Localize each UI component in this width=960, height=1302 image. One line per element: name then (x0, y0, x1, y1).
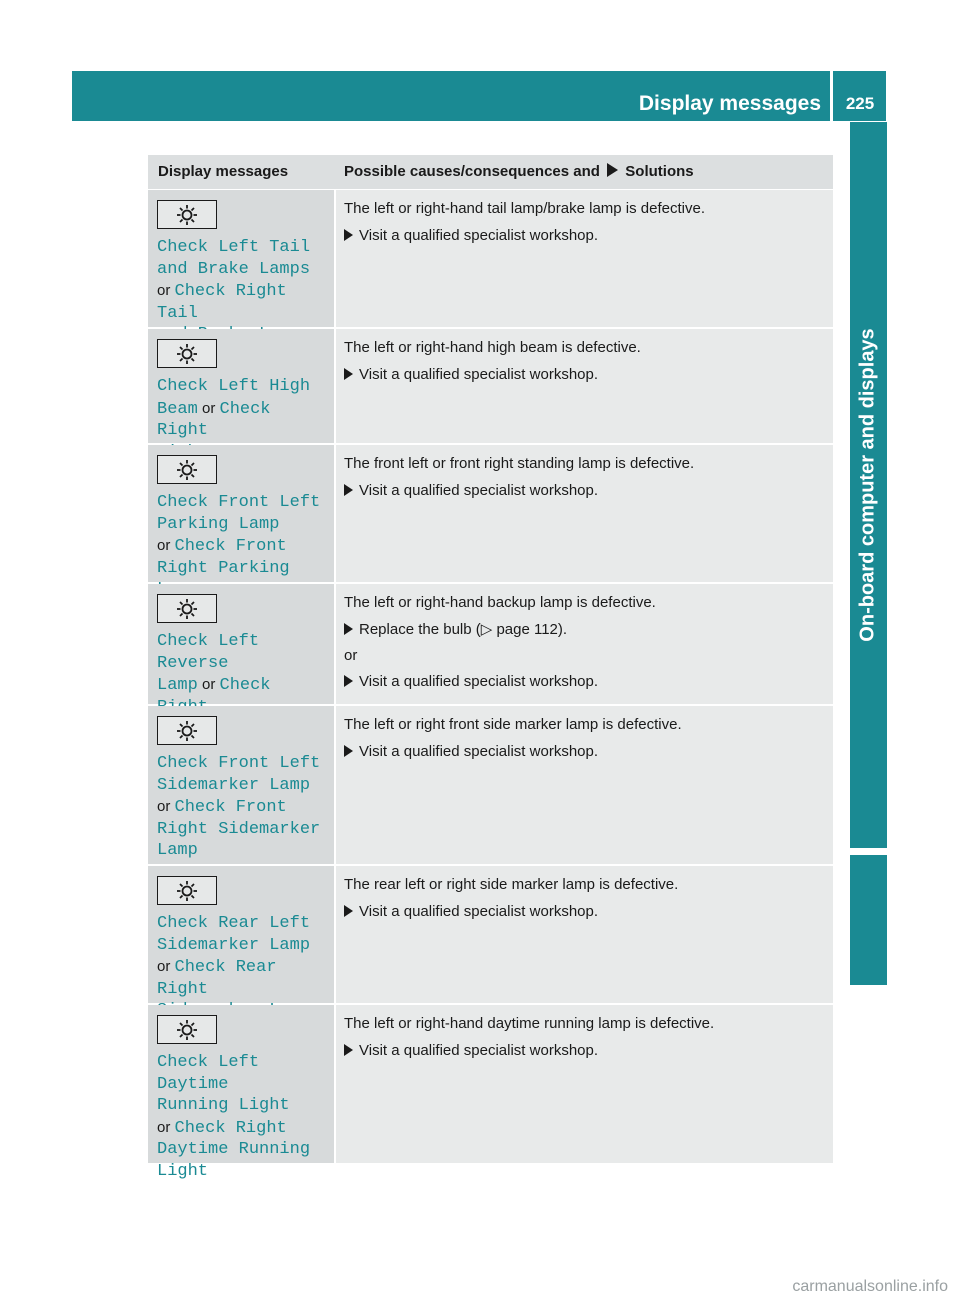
solution-step (344, 226, 825, 246)
or-text: or (197, 399, 220, 417)
display-message-cell (148, 445, 336, 582)
message-line (157, 1117, 326, 1140)
or-text: or (157, 537, 175, 554)
lamp-icon-box (157, 200, 217, 229)
lamp-icon (174, 598, 200, 620)
solution-cell (336, 866, 833, 1003)
table-row (148, 584, 833, 706)
lamp-icon (174, 204, 200, 226)
lamp-icon-box (157, 339, 217, 368)
message-line (157, 1139, 326, 1161)
solution-step (344, 620, 825, 640)
message-line (157, 913, 326, 935)
solution-cell (336, 1005, 833, 1163)
solution-text: Visit a qualified specialist workshop. (359, 1042, 599, 1059)
lamp-icon (174, 1019, 200, 1041)
triangle-arrow-icon (344, 623, 353, 635)
table-row (148, 329, 833, 445)
or-text: or (344, 647, 358, 664)
or-text: or (157, 798, 175, 815)
watermark: carmanualsonline.info (792, 1278, 948, 1295)
solution-step (344, 481, 825, 501)
message-text: Check Right (174, 1118, 287, 1138)
solution-text: Visit a qualified specialist workshop. (359, 482, 599, 499)
display-message-cell (148, 866, 336, 1003)
cause-text: The left or right-hand high beam is defective. (344, 339, 641, 356)
solution-text: Visit a qualified specialist workshop. (359, 227, 599, 244)
header-bar (72, 71, 886, 121)
solution-text: Visit a qualified specialist workshop. (359, 366, 599, 383)
or-text: or (197, 676, 220, 693)
message-line (157, 1052, 326, 1095)
table-row (148, 445, 833, 584)
triangle-arrow-icon (344, 368, 353, 380)
lamp-icon (174, 343, 200, 365)
lamp-icon (174, 880, 200, 902)
chapter-tab (850, 122, 887, 848)
message-text: Check Right Tail (157, 282, 287, 323)
cause-text: The left or right front side marker lamp is defective. (344, 716, 682, 733)
message-text: Check Left Reverse (157, 632, 260, 673)
table-body (148, 190, 833, 1181)
chapter-marker (850, 855, 887, 985)
message-text: Check Front Left (157, 754, 321, 773)
message-text: Check Left Daytime (157, 1053, 260, 1094)
message-text: Running Light (157, 1096, 290, 1115)
cause-text: The left or right-hand daytime running lamp is defective. (344, 1015, 715, 1032)
or-text: or (157, 1118, 175, 1136)
message-line (157, 956, 326, 1000)
solution-cell (336, 445, 833, 582)
message-text: Check Rear Left (157, 914, 311, 933)
column-header-display-messages: Display messages (158, 163, 289, 180)
display-message-cell (148, 1005, 336, 1181)
message-text: Check Front (174, 798, 287, 817)
triangle-arrow-icon (344, 905, 353, 917)
solution-cell (336, 190, 833, 327)
lamp-icon-box (157, 716, 217, 745)
message-line (157, 840, 326, 862)
display-message-cell (148, 584, 336, 704)
or-text: or (157, 958, 175, 975)
triangle-arrow-icon (344, 745, 353, 757)
message-line (157, 631, 326, 674)
triangle-arrow-icon (344, 229, 353, 241)
message-text: Check Front (174, 537, 287, 556)
solution-step (344, 902, 825, 922)
cause-text: The front left or front right standing lamp is defective. (344, 455, 695, 472)
message-line (157, 796, 326, 819)
message-text: Check (219, 676, 271, 695)
lamp-icon-box (157, 1015, 217, 1044)
message-line (157, 376, 326, 398)
message-text: Parking Lamp (157, 514, 280, 534)
triangle-arrow-icon (344, 484, 353, 496)
triangle-arrow-icon (344, 675, 353, 687)
message-line (157, 237, 326, 259)
lamp-icon-box (157, 876, 217, 905)
solution-text: Visit a qualified specialist workshop. (359, 673, 599, 690)
message-text: Right Sidemarker (157, 819, 321, 839)
column-header-prefix: Possible causes/consequences and (344, 163, 600, 180)
chapter-tab-label: On-board computer and displays (856, 328, 879, 642)
table-row (148, 1005, 833, 1181)
message-line (157, 259, 326, 281)
triangle-arrow-icon (344, 1044, 353, 1056)
message-text: Check Rear Right (157, 958, 277, 999)
solution-step (344, 672, 825, 692)
message-line (157, 535, 326, 558)
message-line (157, 819, 326, 841)
message-text: Lamp (157, 676, 198, 695)
lamp-icon-box (157, 455, 217, 484)
message-text: Light (157, 1161, 209, 1181)
table-header (148, 155, 833, 190)
message-line (157, 775, 326, 797)
message-text: Check Left High (157, 377, 311, 396)
message-text: Daytime Running (157, 1140, 311, 1159)
message-line (157, 935, 326, 957)
message-text: Check Right (157, 399, 271, 440)
display-message-cell (148, 190, 336, 327)
or-text: or (157, 282, 175, 299)
page-number: 225 (845, 94, 875, 113)
message-line (157, 1161, 326, 1183)
message-text: Check Left Tail (157, 238, 311, 257)
column-header-solutions (336, 155, 833, 189)
solution-text: Replace the bulb (▷ page 112). (359, 621, 568, 638)
message-text: Sidemarker Lamp (157, 935, 311, 955)
message-line (157, 398, 326, 442)
triangle-arrow-icon (607, 163, 618, 177)
message-text: Check Front Left (157, 493, 321, 512)
solution-step (344, 365, 825, 385)
solution-text: Visit a qualified specialist workshop. (359, 903, 599, 920)
display-message-cell (148, 329, 336, 443)
display-messages-table (148, 155, 833, 1181)
message-line (157, 514, 326, 536)
page-title: Display messages (638, 92, 821, 115)
message-text: Beam (157, 399, 198, 419)
message-line (157, 492, 326, 514)
message-text: Right Parking (157, 558, 290, 578)
solution-cell (336, 706, 833, 864)
table-row (148, 866, 833, 1005)
cause-text: The rear left or right side marker lamp is defective. (344, 876, 679, 893)
solution-step (344, 1041, 825, 1061)
solution-text: Visit a qualified specialist workshop. (359, 743, 599, 760)
message-line (157, 1095, 326, 1117)
message-line (157, 280, 326, 324)
table-row (148, 190, 833, 329)
message-line (157, 753, 326, 775)
lamp-icon-box (157, 594, 217, 623)
message-text: Lamp (157, 841, 198, 860)
message-text: and Brake Lamps (157, 259, 311, 279)
header-divider (830, 71, 833, 121)
cause-text: The left or right-hand tail lamp/brake lamp is defective. (344, 200, 706, 217)
lamp-icon (174, 720, 200, 742)
table-row (148, 706, 833, 866)
display-message-cell (148, 706, 336, 864)
column-header-suffix: Solutions (625, 163, 694, 180)
cause-text: The left or right-hand backup lamp is defective. (344, 594, 656, 611)
solution-cell (336, 584, 833, 704)
solution-cell (336, 329, 833, 443)
lamp-icon (174, 459, 200, 481)
message-text: Sidemarker Lamp (157, 775, 311, 795)
solution-step (344, 742, 825, 762)
